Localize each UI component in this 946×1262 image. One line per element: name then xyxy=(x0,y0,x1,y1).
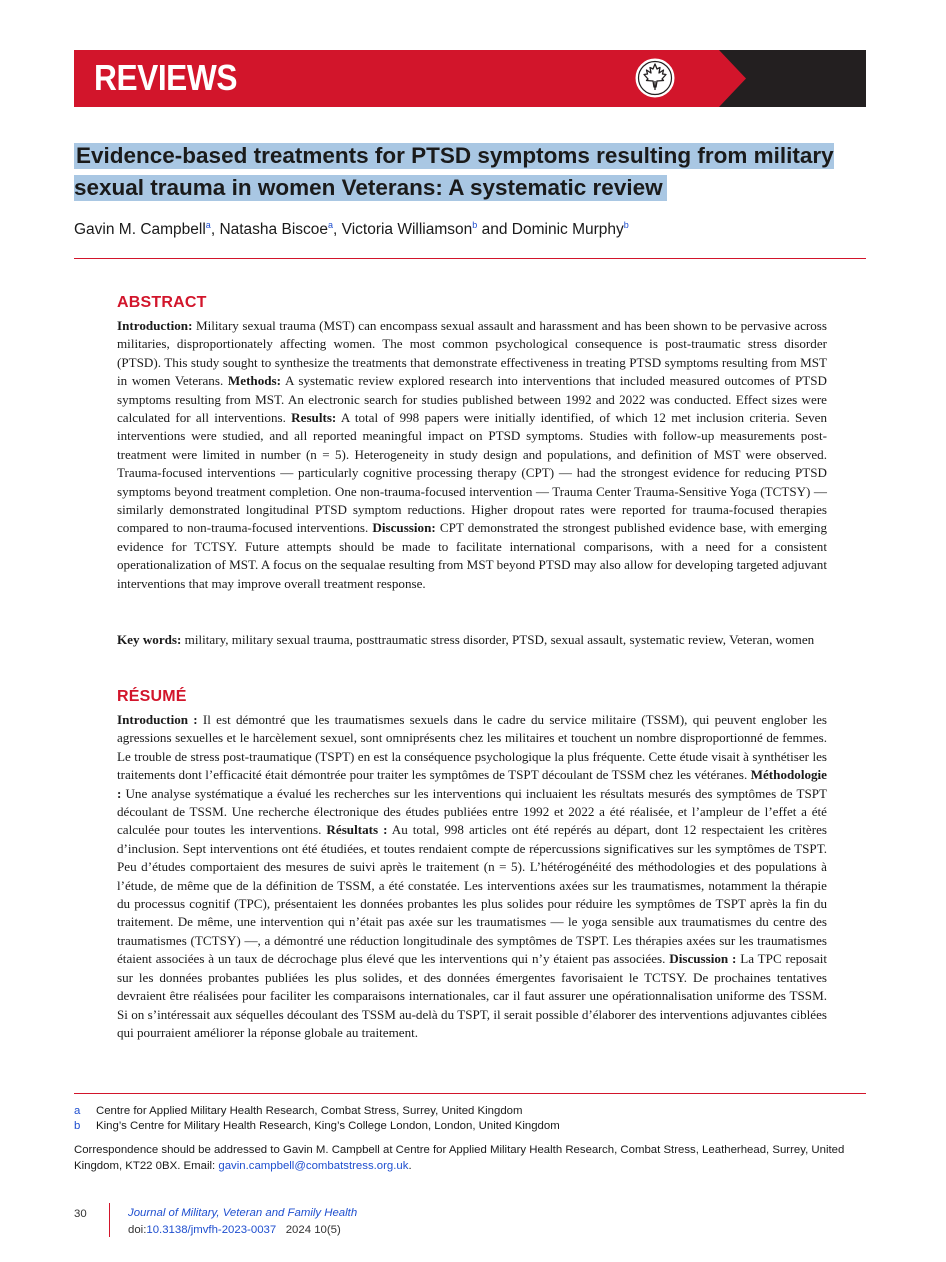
author-name: Victoria Williamson xyxy=(341,221,473,238)
abstract-body: Introduction: Military sexual trauma (MST) can encompass sexual assault and harassment and has been shown to be pervasive across militaries, disproportionately affecting women. The most common psychological consequence is post-traumatic stress disorder (PTSD). This study sought to synthesize the treatments that demonstrate effectiveness in treating PTSD symptoms resulting from MST in women Veterans. Methods: A systematic review explored research into interventions that included measured outcomes of PTSD symptoms resulting from MST. An electronic search for studies published between 1992 and 2022 was conducted. Effect sizes were calculated for all interventions. Results: A total of 998 papers were initially identified, of which 12 met inclusion criteria. Seven interventions were studied, and all reported meaningful impact on PTSD symptoms. Studies with follow-up measurements post-treatment were limited in number (n = 5). Heterogeneity in study design and populations, and definition of MST were observed. Trauma-focused interventions — particularly cognitive processing therapy (CPT) — had the strongest evidence for reducing PTSD symptoms beyond treatment completion. One non-trauma-focused intervention — Trauma Center Trauma-Sensitive Yoga (TCTSY) — similarly demonstrated longitudinal PTSD symptom reductions. Higher dropout rates were reported for trauma-focused therapies compared to non-trauma-focused interventions. Discussion: CPT demonstrated the strongest published evidence base, with emerging evidence for TCTSY. Future attempts should be made to facilitate international comparisons, with a need for a consistent operationalization of MST. A focus on the sequalae resulting from MST beyond PTSD may also allow for developing targeted adjuvant interventions that may improve overall treatment response. xyxy=(117,318,827,591)
doi-link[interactable]: 10.3138/jmvfh-2023-0037 xyxy=(146,1224,277,1236)
page-number: 30 xyxy=(74,1208,87,1220)
article-title: Evidence-based treatments for PTSD symptoms resulting from military sexual trauma in women Veterans: A systematic review xyxy=(74,143,834,200)
doi-line: doi:10.3138/jmvfh-2023-0037 2024 10(5) xyxy=(128,1224,341,1236)
keywords: Key words: military, military sexual trauma, posttraumatic stress disorder, PTSD, sexual assault, systematic review, Veteran, women xyxy=(117,632,815,647)
resume-heading: RÉSUMÉ xyxy=(117,688,187,705)
affiliation-list xyxy=(74,1104,866,1134)
author-name: Gavin M. Campbell xyxy=(74,221,206,238)
author-name: Dominic Murphy xyxy=(511,221,624,238)
footnote-divider xyxy=(74,1093,866,1094)
affiliation-marker[interactable]: a xyxy=(328,220,334,230)
banner-arrow xyxy=(694,50,754,107)
header-divider xyxy=(74,258,866,259)
section-banner xyxy=(74,50,866,107)
affiliation-item: b King’s Centre for Military Health Research, King’s College London, London, United Kingdom xyxy=(74,1120,560,1132)
affiliation-marker[interactable]: a xyxy=(205,220,211,230)
abstract-heading: ABSTRACT xyxy=(117,294,207,311)
footer-divider xyxy=(109,1203,110,1237)
resume-body: Introduction : Il est démontré que les traumatismes sexuels dans le cadre du service militaire (TSSM), qui peuvent englober les agressions sexuelles et le harcèlement sexuel, sont omniprésents chez les militaires et touchent un nombre disproportionné de femmes. Le trouble de stress post-traumatique (TSPT) en est la conséquence psychologique la plus fréquente. Cette étude visait à synthétiser les traitements dont l’efficacité était démontrée pour traiter les symptômes de TSPT découlant de TSSM chez les vétéranes. Méthodologie : Une analyse systématique a évalué les recherches sur les interventions qui incluaient les résultats mesurés des symptômes de TSPT découlant de TSSM. Une recherche électronique des études publiées entre 1992 et 2022 a été réalisée, et l’ampleur de l’effet a été calculée pour toutes les interventions. Résultats : Au total, 998 articles ont été repérés au départ, dont 12 respectaient les critères d’inclusion. Sept interventions ont été étudiées, et toutes rendaient compte de répercussions significatives sur les symptômes de TSPT. Peu d’études comportaient des mesures de suivi après le traitement (n = 5). L’hétérogénéité des méthodologies et des populations à l’étude, de même que de la définition de TSSM, a été constatée. Les interventions axées sur les traumatismes, notamment la thérapie du processus cognitif (TPC), présentaient les données probantes les plus solides pour réduire les symptômes de TSPT après la fin du traitement. De même, une intervention qui n’était pas axée sur les traumatismes — le yoga sensible aux traumatismes du centre des traumatismes (TCTSY) —, a démontré une réduction longitudinale des symptômes de TSPT. Les thérapies axées sur les traumatismes étaient associées à un taux de décrochage plus élevé que les interventions qui n’y étaient pas associées. Discussion : La TPC reposait sur les données probantes publiées les plus solides, et des données émergentes favorisaient le TCTSY. De prochaines tentatives devraient être réalisées pour faciliter les comparaisons internationales, car il faut assurer une opérationnalisation uniforme des TSSM. Si on s’intéressait aux séquelles découlant des TSSM au-delà du TSPT, il serait possible d’élaborer des interventions adjuvantes ciblées qui pourraient améliorer la réponse globale au traitement. xyxy=(117,712,828,1040)
correspondence-note: Correspondence should be addressed to Gavin M. Campbell at Centre for Applied Military Health Research, Combat Stress, Leatherhead, Surrey, United Kingdom, KT22 0BX. Email: gavin.campbell@combatstress.org.uk. xyxy=(74,1144,845,1172)
author-name: Natasha Biscoe xyxy=(219,221,328,238)
section-label: REVIEWS xyxy=(94,57,238,98)
affiliation-item: a Centre for Applied Military Health Research, Combat Stress, Surrey, United Kingdom xyxy=(74,1105,523,1117)
author-list: Gavin M. Campbell$^a$, Natasha Biscoe$^a$, Victoria Williamson$^b$ and Dominic Murphy$^b$ xyxy=(74,220,629,238)
maple-leaf-icon xyxy=(634,57,676,99)
affiliation-marker[interactable]: b xyxy=(472,220,478,230)
email-link[interactable]: gavin.campbell@combatstress.org.uk xyxy=(218,1160,409,1172)
journal-name[interactable]: Journal of Military, Veteran and Family Health xyxy=(128,1207,358,1219)
affiliation-marker[interactable]: b xyxy=(623,220,629,230)
